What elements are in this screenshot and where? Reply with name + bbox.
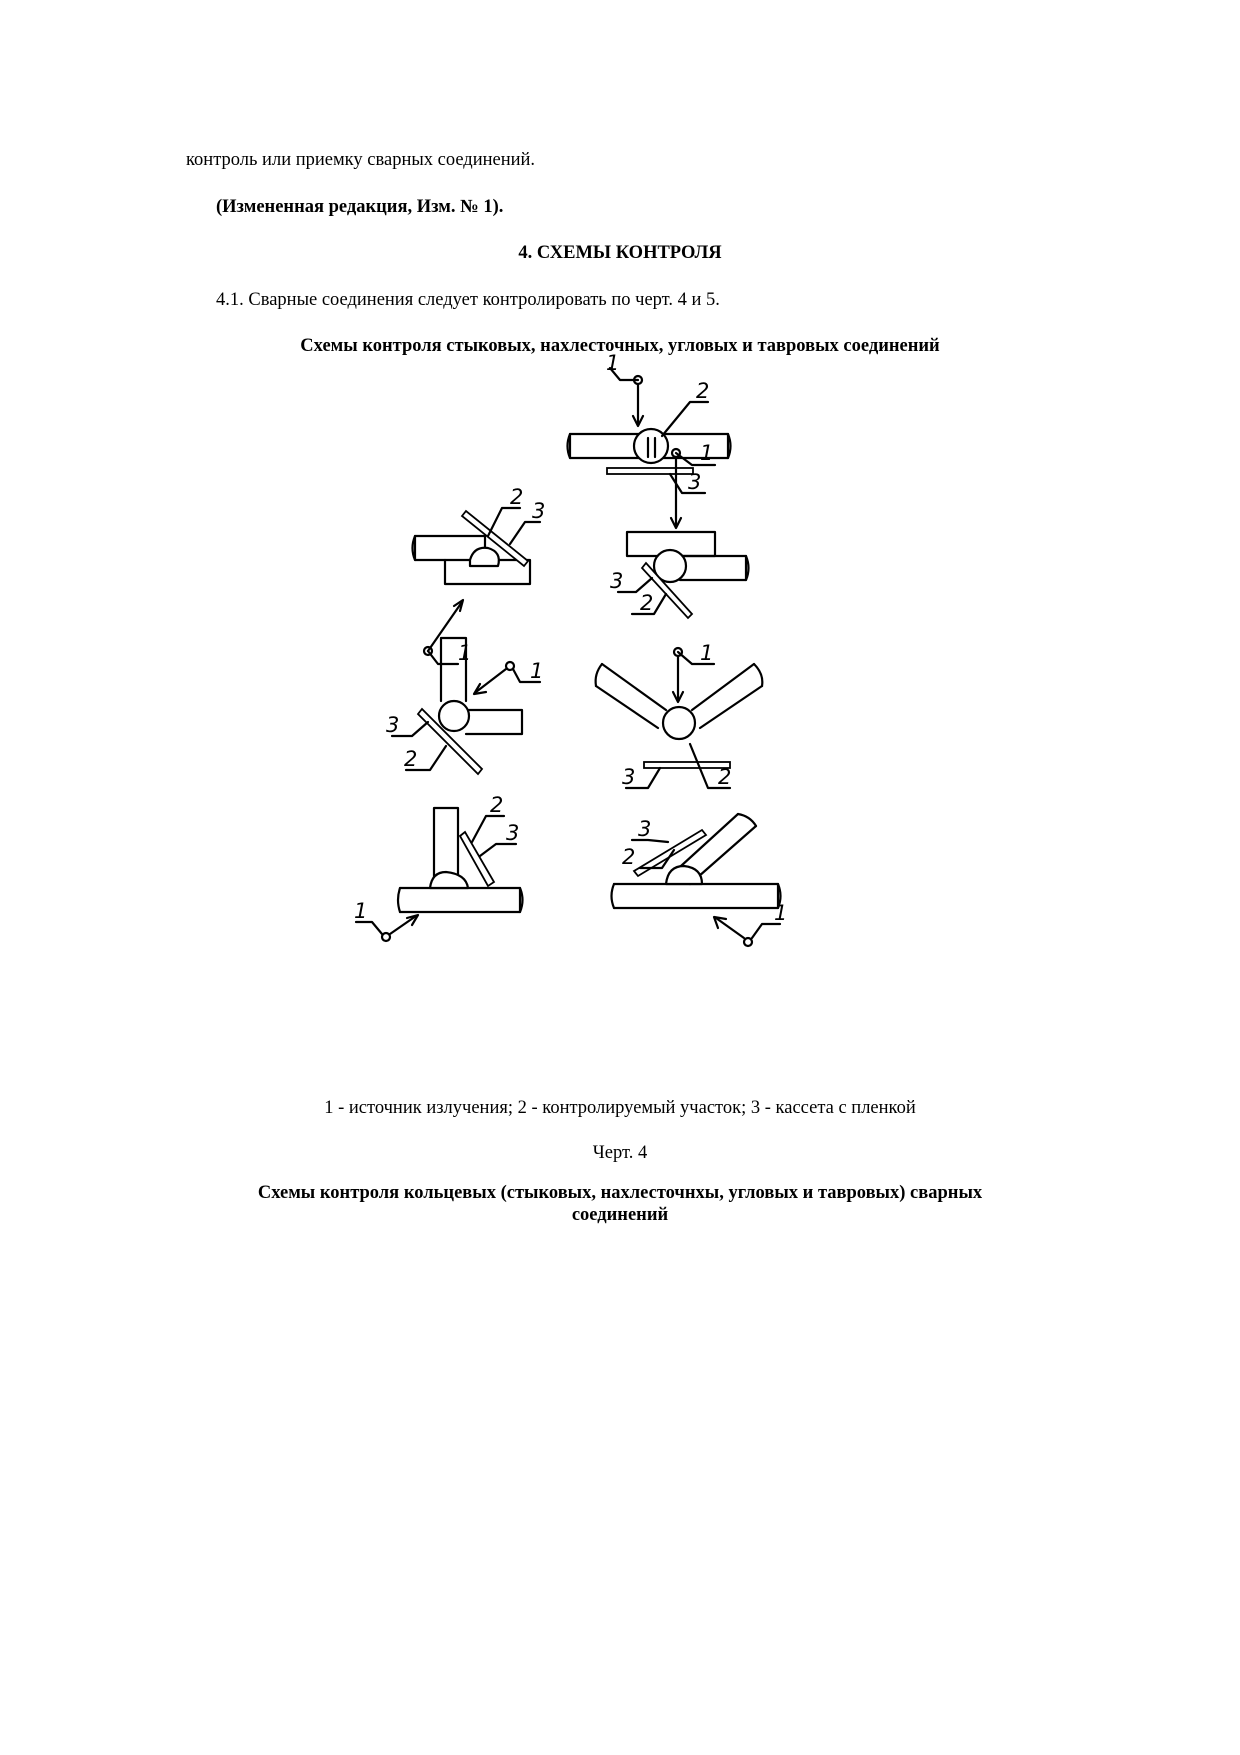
film-cassette	[460, 832, 494, 886]
amendment-note: (Измененная редакция, Изм. № 1).	[216, 197, 504, 217]
scheme-lap-joint-left	[413, 485, 546, 665]
figure-5-title: Схемы контроля кольцевых (стыковых, нахлесточнхы, угловых и тавровых) сварных соединений	[257, 1183, 983, 1225]
callout-label-1: 1	[700, 641, 714, 665]
callout-label-3: 3	[688, 470, 702, 494]
callout-label-2: 2	[640, 591, 654, 615]
figure-4-diagram	[354, 351, 910, 1068]
callout-label-1: 1	[700, 441, 714, 465]
callout-label-3: 3	[532, 499, 546, 523]
callout-label-2: 2	[404, 747, 418, 771]
weld-bead	[470, 548, 499, 566]
weld-bead	[663, 707, 695, 739]
paragraph-4-1: 4.1. Сварные соединения следует контролировать по черт. 4 и 5.	[216, 290, 720, 310]
weld-bead	[439, 701, 469, 731]
callout-label-2: 2	[696, 379, 710, 403]
section-heading: 4. СХЕМЫ КОНТРОЛЯ	[518, 243, 722, 263]
scheme-tee-joint-left	[354, 793, 523, 941]
callout-label-3: 3	[622, 765, 636, 789]
figure-4-label: Черт. 4	[592, 1143, 648, 1163]
figure-4-legend: 1 - источник излучения; 2 - контролируемый участок; 3 - кассета с пленкой	[324, 1098, 916, 1118]
scheme-corner-joint-right	[596, 641, 763, 789]
continuation-text: контроль или приемку сварных соединений.	[186, 150, 536, 170]
callout-label-1: 1	[774, 901, 788, 925]
callout-label-3: 3	[506, 821, 520, 845]
scheme-butt-joint	[568, 351, 731, 494]
scheme-tee-joint-right	[612, 814, 788, 946]
callout-label-2: 2	[718, 765, 732, 789]
callout-label-2: 2	[490, 793, 504, 817]
figure-4-title: Схемы контроля стыковых, нахлесточных, угловых и тавровых соединений	[300, 336, 940, 356]
callout-label-2: 2	[510, 485, 524, 509]
callout-label-3: 3	[386, 713, 400, 737]
callout-label-3: 3	[610, 569, 624, 593]
callout-label-1: 1	[458, 641, 472, 665]
callout-label-1: 1	[354, 899, 368, 923]
callout-label-3: 3	[638, 817, 652, 841]
radiation-source	[744, 938, 752, 946]
radiation-source	[382, 933, 390, 941]
weld-bead	[666, 866, 702, 884]
callout-label-2: 2	[622, 845, 636, 869]
callout-label-1: 1	[606, 351, 620, 375]
film-cassette	[607, 468, 693, 474]
weld-bead	[430, 872, 468, 888]
callout-label-1: 1	[530, 659, 544, 683]
